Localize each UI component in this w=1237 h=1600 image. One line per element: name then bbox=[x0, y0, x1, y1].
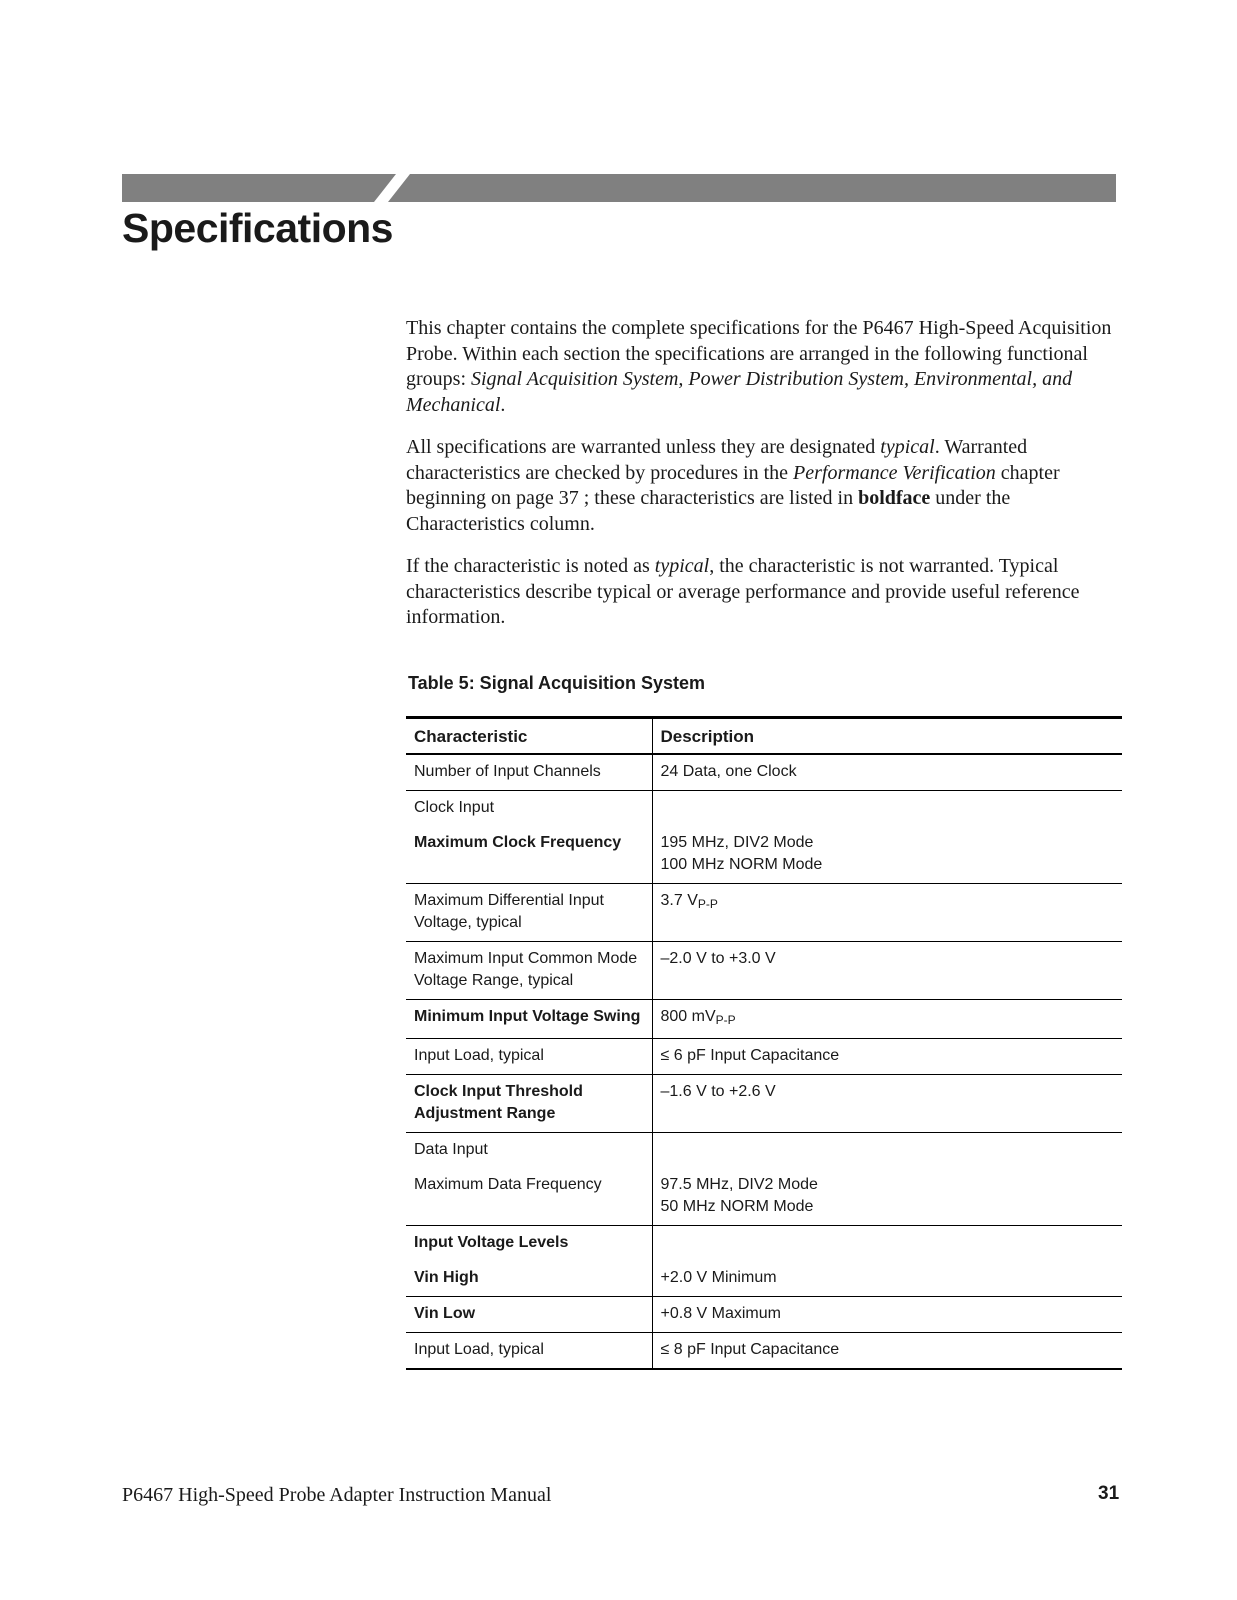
p2-italic-perf-verification: Performance Verification bbox=[793, 461, 996, 484]
intro-paragraph-1 bbox=[406, 316, 1122, 418]
cell-characteristic: Maximum Input Common Mode Voltage Range, typical bbox=[406, 942, 652, 1000]
table-row bbox=[406, 1297, 1122, 1333]
p3-italic-typical: typical bbox=[654, 555, 710, 577]
intro-paragraph-3 bbox=[406, 554, 1122, 631]
p3-text-a: If the characteristic is noted as bbox=[406, 555, 655, 577]
cell-characteristic: Minimum Input Voltage Swing bbox=[406, 1000, 652, 1039]
page-number: 31 bbox=[1098, 1483, 1120, 1504]
p2-bold-boldface: boldface bbox=[858, 487, 931, 509]
table-row bbox=[406, 1075, 1122, 1133]
desc-line-1: 195 MHz, DIV2 Mode bbox=[660, 834, 814, 851]
cell-description: +2.0 V Minimum bbox=[652, 1261, 1122, 1297]
cell-description bbox=[652, 826, 1122, 884]
header-description: Description bbox=[652, 718, 1122, 755]
table-row bbox=[406, 1168, 1122, 1226]
cell-description: +0.8 V Maximum bbox=[652, 1297, 1122, 1333]
table-row bbox=[406, 1133, 1122, 1169]
desc-value: 800 mV bbox=[660, 1008, 716, 1025]
desc-subscript: P-P bbox=[715, 1013, 736, 1027]
spec-table bbox=[406, 716, 1122, 1370]
cell-group-heading: Data Input bbox=[414, 1141, 488, 1158]
header-characteristic: Characteristic bbox=[406, 718, 652, 755]
cell-description: –2.0 V to +3.0 V bbox=[652, 942, 1122, 1000]
cell-description: ≤ 8 pF Input Capacitance bbox=[652, 1333, 1122, 1370]
table-row bbox=[406, 942, 1122, 1000]
footer-manual-title: P6467 High-Speed Probe Adapter Instruction Manual bbox=[122, 1484, 552, 1506]
table-row bbox=[406, 1000, 1122, 1039]
cell-description bbox=[652, 791, 1122, 827]
cell-characteristic: Number of Input Channels bbox=[406, 754, 652, 791]
table-row bbox=[406, 791, 1122, 827]
p3-text-b: , the characteristic is not warranted. Typical characteristics describe typical or average performance and provide useful reference information. bbox=[406, 555, 1080, 628]
p2-text-a: All specifications are warranted unless they are designated bbox=[406, 436, 881, 458]
table-row bbox=[406, 826, 1122, 884]
cell-characteristic: Input Load, typical bbox=[406, 1039, 652, 1075]
intro-paragraph-2 bbox=[406, 435, 1122, 537]
desc-line-2: 50 MHz NORM Mode bbox=[660, 1198, 814, 1215]
cell-group-heading: Clock Input bbox=[414, 799, 495, 816]
cell-description bbox=[652, 1168, 1122, 1226]
cell-characteristic: Maximum Clock Frequency bbox=[406, 826, 652, 884]
cell-group-heading: Input Voltage Levels bbox=[414, 1234, 569, 1251]
table-row bbox=[406, 1039, 1122, 1075]
cell-characteristic: Input Load, typical bbox=[406, 1333, 652, 1370]
table-row bbox=[406, 1261, 1122, 1297]
cell-description: –1.6 V to +2.6 V bbox=[652, 1075, 1122, 1133]
banner-graphic bbox=[122, 174, 1116, 202]
p2-text-b: . Warranted characteristics are checked by procedures in the bbox=[406, 436, 1028, 484]
cell-description: ≤ 6 pF Input Capacitance bbox=[652, 1039, 1122, 1075]
desc-value: 3.7 V bbox=[660, 892, 698, 909]
cell-description bbox=[652, 1226, 1122, 1262]
cell-characteristic: Vin High bbox=[406, 1261, 652, 1297]
p1-italic-groups: Signal Acquisition System, Power Distribution System, Environmental, and Mechanical bbox=[406, 368, 1073, 416]
cell-description bbox=[652, 1000, 1122, 1039]
cell-characteristic: Maximum Data Frequency bbox=[406, 1168, 652, 1226]
cell-description bbox=[652, 1133, 1122, 1169]
p2-text-d: under the Characteristics column. bbox=[406, 487, 1011, 535]
cell-description: 24 Data, one Clock bbox=[652, 754, 1122, 791]
table-row bbox=[406, 884, 1122, 942]
page-title: Specifications bbox=[122, 205, 393, 251]
desc-subscript: P-P bbox=[697, 897, 718, 911]
p1-text-b: . bbox=[500, 393, 506, 416]
cell-characteristic: Maximum Differential Input Voltage, typical bbox=[406, 884, 652, 942]
table-row bbox=[406, 754, 1122, 791]
p2-text-c: chapter beginning on page 37 ; these characteristics are listed in bbox=[406, 461, 1060, 509]
intro-text bbox=[406, 316, 1122, 648]
p1-text-a: This chapter contains the complete specifications for the P6467 High-Speed Acquisition Probe. Within each section the specifications are arranged in the following functional groups: bbox=[406, 317, 1112, 390]
table-caption: Table 5: Signal Acquisition System bbox=[408, 673, 706, 693]
table-row bbox=[406, 1226, 1122, 1262]
desc-line-2: 100 MHz NORM Mode bbox=[660, 856, 823, 873]
cell-characteristic: Vin Low bbox=[406, 1297, 652, 1333]
cell-description bbox=[652, 884, 1122, 942]
table-header-row bbox=[406, 718, 1122, 755]
desc-line-1: 97.5 MHz, DIV2 Mode bbox=[660, 1176, 818, 1193]
table-row bbox=[406, 1333, 1122, 1370]
chapter-banner bbox=[122, 174, 1116, 202]
p2-italic-typical: typical bbox=[880, 436, 935, 458]
cell-characteristic: Clock Input Threshold Adjustment Range bbox=[406, 1075, 652, 1133]
